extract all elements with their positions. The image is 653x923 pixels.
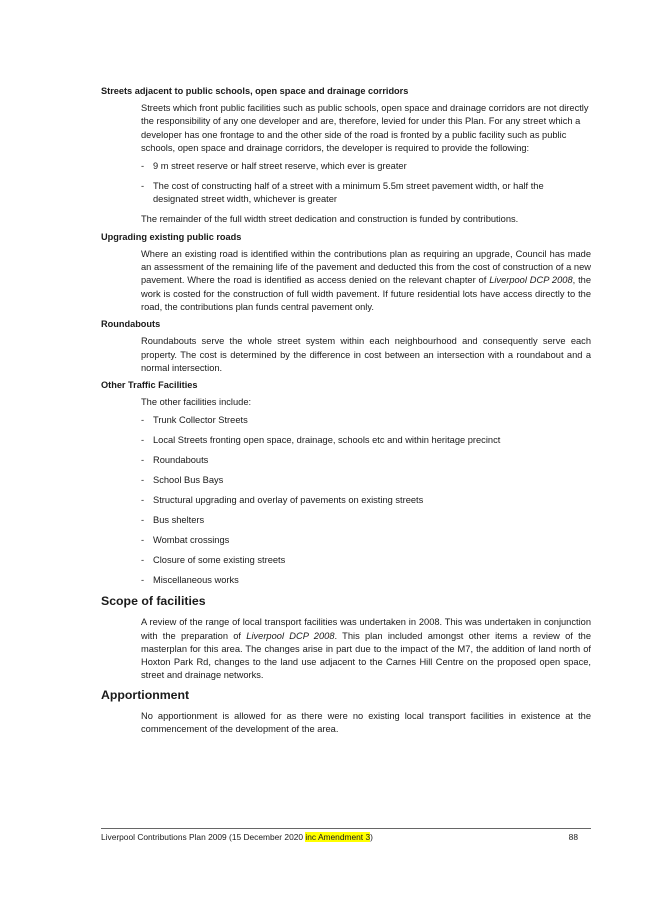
list-item: - Local Streets fronting open space, drainage, schools etc and within heritage precinct <box>141 434 591 447</box>
paragraph: The other facilities include: <box>141 397 252 408</box>
page-number: 88 <box>568 832 578 842</box>
list-item: - Trunk Collector Streets <box>141 414 591 427</box>
section-upgrading-roads <box>141 248 591 314</box>
section-roundabouts <box>141 335 591 375</box>
paragraph: Roundabouts serve the whole street system within each neighbourhood and consequently serve each property. The cost is determined by the difference in cost between an intersection with a roundabout and a normal intersection. <box>141 336 591 373</box>
page-footer <box>101 828 591 842</box>
italic-reference: Liverpool DCP 2008 <box>489 275 573 286</box>
list-item: - Bus shelters <box>141 514 591 527</box>
list-item: - The cost of constructing half of a street with a minimum 5.5m street pavement width, or half the designated street width, whichever is greater <box>141 180 591 207</box>
heading-roundabouts: Roundabouts <box>101 319 161 330</box>
paragraph <box>141 616 591 682</box>
list-item: - Roundabouts <box>141 454 591 467</box>
dash-list <box>141 160 591 207</box>
footer-highlight: inc Amendment 3 <box>305 832 371 842</box>
list-item: - School Bus Bays <box>141 474 591 487</box>
section-streets-adjacent <box>141 102 591 227</box>
list-item: - Wombat crossings <box>141 534 591 547</box>
paragraph <box>141 248 591 314</box>
heading-scope: Scope of facilities <box>101 594 206 609</box>
heading-other-traffic: Other Traffic Facilities <box>101 380 198 391</box>
list-item: - 9 m street reserve or half street reserve, which ever is greater <box>141 160 591 173</box>
footer-title-close: ) <box>370 832 373 842</box>
heading-apportionment: Apportionment <box>101 687 190 702</box>
dash-list <box>141 414 591 587</box>
text-run: Where an existing road is identified within the contributions plan as requiring an upgrade, Council has made an assessment of the remaining life of the pavement and deducted this from the cost of construction of a new pavement. Where the road is identified as access denied on the relevant chapter of <box>141 248 591 286</box>
paragraph: The remainder of the full width street dedication and construction is funded by contributions. <box>141 214 519 225</box>
footer-title <box>101 832 373 842</box>
footer-title-text: Liverpool Contributions Plan 2009 (15 December 2020 <box>101 832 306 842</box>
page-content <box>101 86 591 741</box>
list-item: - Miscellaneous works <box>141 574 591 587</box>
text-run: A review of the range of local transport facilities was undertaken in 2008. This was undertaken in conjunction with the preparation of <box>141 617 591 641</box>
section-apportionment <box>141 710 591 737</box>
paragraph: Streets which front public facilities such as public schools, open space and drainage corridors are not directly the responsibility of any one developer and are, therefore, levied for under this Plan. For any street which a developer has one frontage to and the other side of the road is fronted by a public facility such as public schools, open space and drainage corridors, the developer is required to provide the following: <box>141 103 589 153</box>
section-scope <box>141 616 591 682</box>
list-item: - Structural upgrading and overlay of pavements on existing streets <box>141 494 591 507</box>
heading-streets-adjacent: Streets adjacent to public schools, open space and drainage corridors <box>101 86 409 96</box>
text-run: , the work is costed for the construction of full width pavement. If future residential lots have access directly to the road, the contributions plan funds central pavement only. <box>141 275 592 312</box>
heading-upgrading-roads: Upgrading existing public roads <box>101 231 242 242</box>
text-run: . This plan included amongst other items a review of the masterplan for this area. The changes arise in part due to the impact of the M7, the addition of land north of Hoxton Park Rd, changes to the land use adjacent to the Carnes Hill Centre on the proposed open space, street and drainage networks. <box>141 630 592 681</box>
italic-reference: Liverpool DCP 2008 <box>246 630 335 641</box>
list-item: - Closure of some existing streets <box>141 554 591 567</box>
section-other-traffic <box>141 396 591 587</box>
paragraph: No apportionment is allowed for as there were no existing local transport facilities in existence at the commencement of the development of the area. <box>141 710 591 735</box>
